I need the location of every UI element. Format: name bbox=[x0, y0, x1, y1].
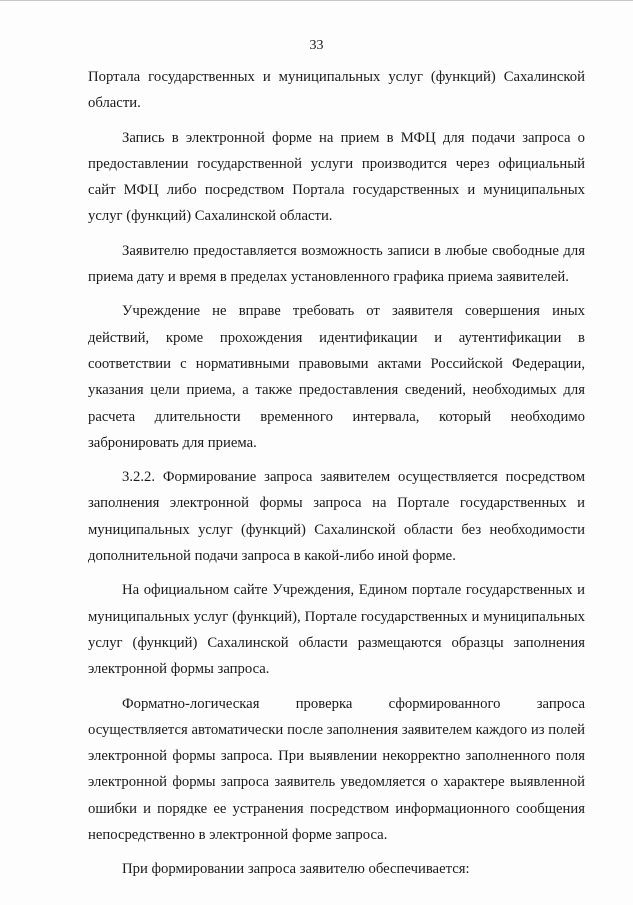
page-body bbox=[88, 64, 585, 891]
paragraph-format-check: Форматно-логическая проверка сформированного запроса осуществляется автоматически после заполнения заявителем каждого из полей электронной формы запроса. При выявлении некорректно заполненного поля электронной формы запроса заявитель уведомляется о характере выявленной ошибки и порядке ее устранения посредством информационного сообщения непосредственно в электронной форме запроса. bbox=[88, 695, 585, 844]
paragraph-section-3-2-2: 3.2.2. Формирование запроса заявителем осуществляется посредством заполнения электронной формы запроса на Портале государственных и муниципальных услуг (функций) Сахалинской области без необходимости дополнительной подачи запроса в какой-либо иной форме. bbox=[88, 469, 585, 565]
paragraph-electronic-appointment: Запись в электронной форме на прием в МФЦ для подачи запроса о предоставлении государственной услуги производится через официальный сайт МФЦ либо посредством Портала государственных и муниципальных услуг (функций) Сахалинской области. bbox=[88, 129, 585, 225]
paragraph-institution-restrictions: Учреждение не вправе требовать от заявителя совершения иных действий, кроме прохождения идентификации и аутентификации в соответствии с нормативными правовыми актами Российской Федерации, указания цели приема, а также предоставления сведений, необходимых для расчета длительности временного интервала, который необходимо забронировать для приема. bbox=[88, 303, 585, 451]
scan-edge-line bbox=[0, 0, 633, 1]
paragraph-sample-forms: На официальном сайте Учреждения, Едином портале государственных и муниципальных услуг (функций), Портале государственных и муниципальных услуг (функций) Сахалинской области размещаются образцы заполнения электронной формы запроса. bbox=[88, 582, 585, 678]
page-number: 33 bbox=[309, 38, 324, 53]
paragraph-request-provision: При формировании запроса заявителю обеспечивается: bbox=[122, 861, 470, 878]
paragraph-appointment-time: Заявителю предоставляется возможность записи в любые свободные для приема дату и время в пределах установленного графика приема заявителей. bbox=[88, 242, 585, 286]
paragraph-continuation: Портала государственных и муниципальных услуг (функций) Сахалинской области. bbox=[88, 69, 585, 112]
